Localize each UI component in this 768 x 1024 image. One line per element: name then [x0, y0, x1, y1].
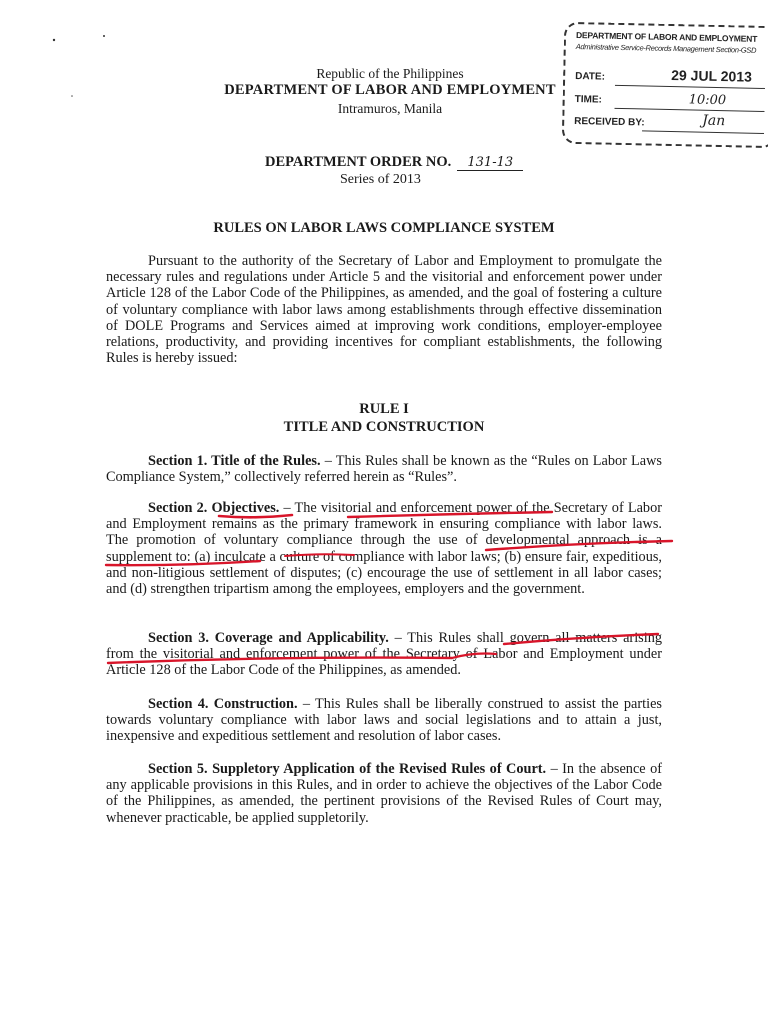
stamp-received-signature: Jan	[702, 112, 726, 130]
scan-speck	[103, 35, 105, 37]
stamp-time-label: TIME:	[574, 94, 603, 106]
header-department: DEPARTMENT OF LABOR AND EMPLOYMENT	[224, 82, 556, 98]
stamp-time-value: 10:00	[688, 92, 727, 109]
order-label: DEPARTMENT ORDER NO.	[265, 154, 452, 170]
order-number-handwritten: 131-13	[457, 156, 523, 171]
stamp-section: Administrative Service-Records Management Section-GSD	[575, 42, 757, 55]
section-4-heading: Section 4. Construction.	[148, 696, 298, 712]
order-series: Series of 2013	[340, 172, 421, 187]
section-1	[106, 453, 662, 485]
received-stamp	[562, 22, 768, 148]
header-republic: Republic of the Philippines	[316, 66, 464, 81]
section-2-heading: Section 2. Objectives.	[148, 500, 280, 516]
section-3-heading: Section 3. Coverage and Applicability.	[148, 630, 389, 646]
stamp-time-line	[614, 108, 764, 112]
stamp-received-line	[642, 130, 764, 134]
rule-name: TITLE AND CONSTRUCTION	[283, 419, 485, 435]
scan-speck	[71, 95, 73, 97]
stamp-date-label: DATE:	[575, 71, 606, 83]
order-number-line	[265, 154, 523, 171]
section-2-text: – The visitorial and enforcement power of the Secretary of Labor and Employment remains as the primary framework in ensuring compliance with labor laws. The promotion of voluntary compliance through the use of developmental approach is a supplement to: (a) inculcate a culture of compliance with labor laws; (b) ensure fair, expeditious, and non-litigious settlement of disputes; (c) encourage the use of settlement in all labor cases; and (d) strengthen tripartism among the employees, employers and the government.	[106, 500, 662, 598]
section-4	[106, 696, 662, 745]
intro-text: Pursuant to the authority of the Secretary of Labor and Employment to promulgate the necessary rules and regulations under Article 5 and the visitorial and enforcement power under Article 128 of the Labor Code of the Philippines, as amended, and the goal of fostering a culture of voluntary compliance with labor laws among establishments through effective dissemination of DOLE Programs and Services aimed at improving work conditions, employer-employee relations, productivity, and providing incentives for compliant establishments, the following Rules is hereby issued:	[106, 253, 662, 367]
section-1-text: – This Rules shall be known as the “Rules on Labor Laws Compliance System,” collectively referred herein as “Rules”.	[106, 453, 662, 486]
stamp-department: DEPARTMENT OF LABOR AND EMPLOYMENT	[575, 30, 758, 44]
section-3-text: – This Rules shall govern all matters arising from the visitorial and enforcement power of the Secretary of Labor and Employment under Article 128 of the Labor Code of the Philippines, as amended.	[106, 630, 662, 679]
stamp-received-label: RECEIVED BY:	[574, 116, 645, 129]
section-2	[106, 500, 662, 597]
stamp-date-value: 29 JUL 2013	[671, 67, 753, 85]
section-5-text: – In the absence of any applicable provisions in this Rules, and in order to achieve the objectives of the Labor Code of the Philippines, as amended, the pertinent provisions of the Revised Rules of Court may, whenever practicable, be applied suppletorily.	[106, 761, 662, 826]
section-5-heading: Section 5. Suppletory Application of the Revised Rules of Court.	[148, 761, 547, 777]
rule-number: RULE I	[359, 401, 409, 417]
section-4-text: – This Rules shall be liberally construed to assist the parties towards voluntary compliance with labor laws and social legislations and to attain a just, inexpensive and expeditious settlement and resolution of labor cases.	[106, 696, 662, 745]
scan-speck	[53, 39, 55, 41]
header-location: Intramuros, Manila	[337, 101, 443, 116]
document-title: RULES ON LABOR LAWS COMPLIANCE SYSTEM	[213, 220, 555, 236]
section-5	[106, 761, 662, 826]
section-3	[106, 630, 662, 679]
intro-paragraph	[106, 253, 662, 366]
stamp-date-line	[615, 85, 765, 89]
section-1-heading: Section 1. Title of the Rules.	[148, 453, 321, 469]
